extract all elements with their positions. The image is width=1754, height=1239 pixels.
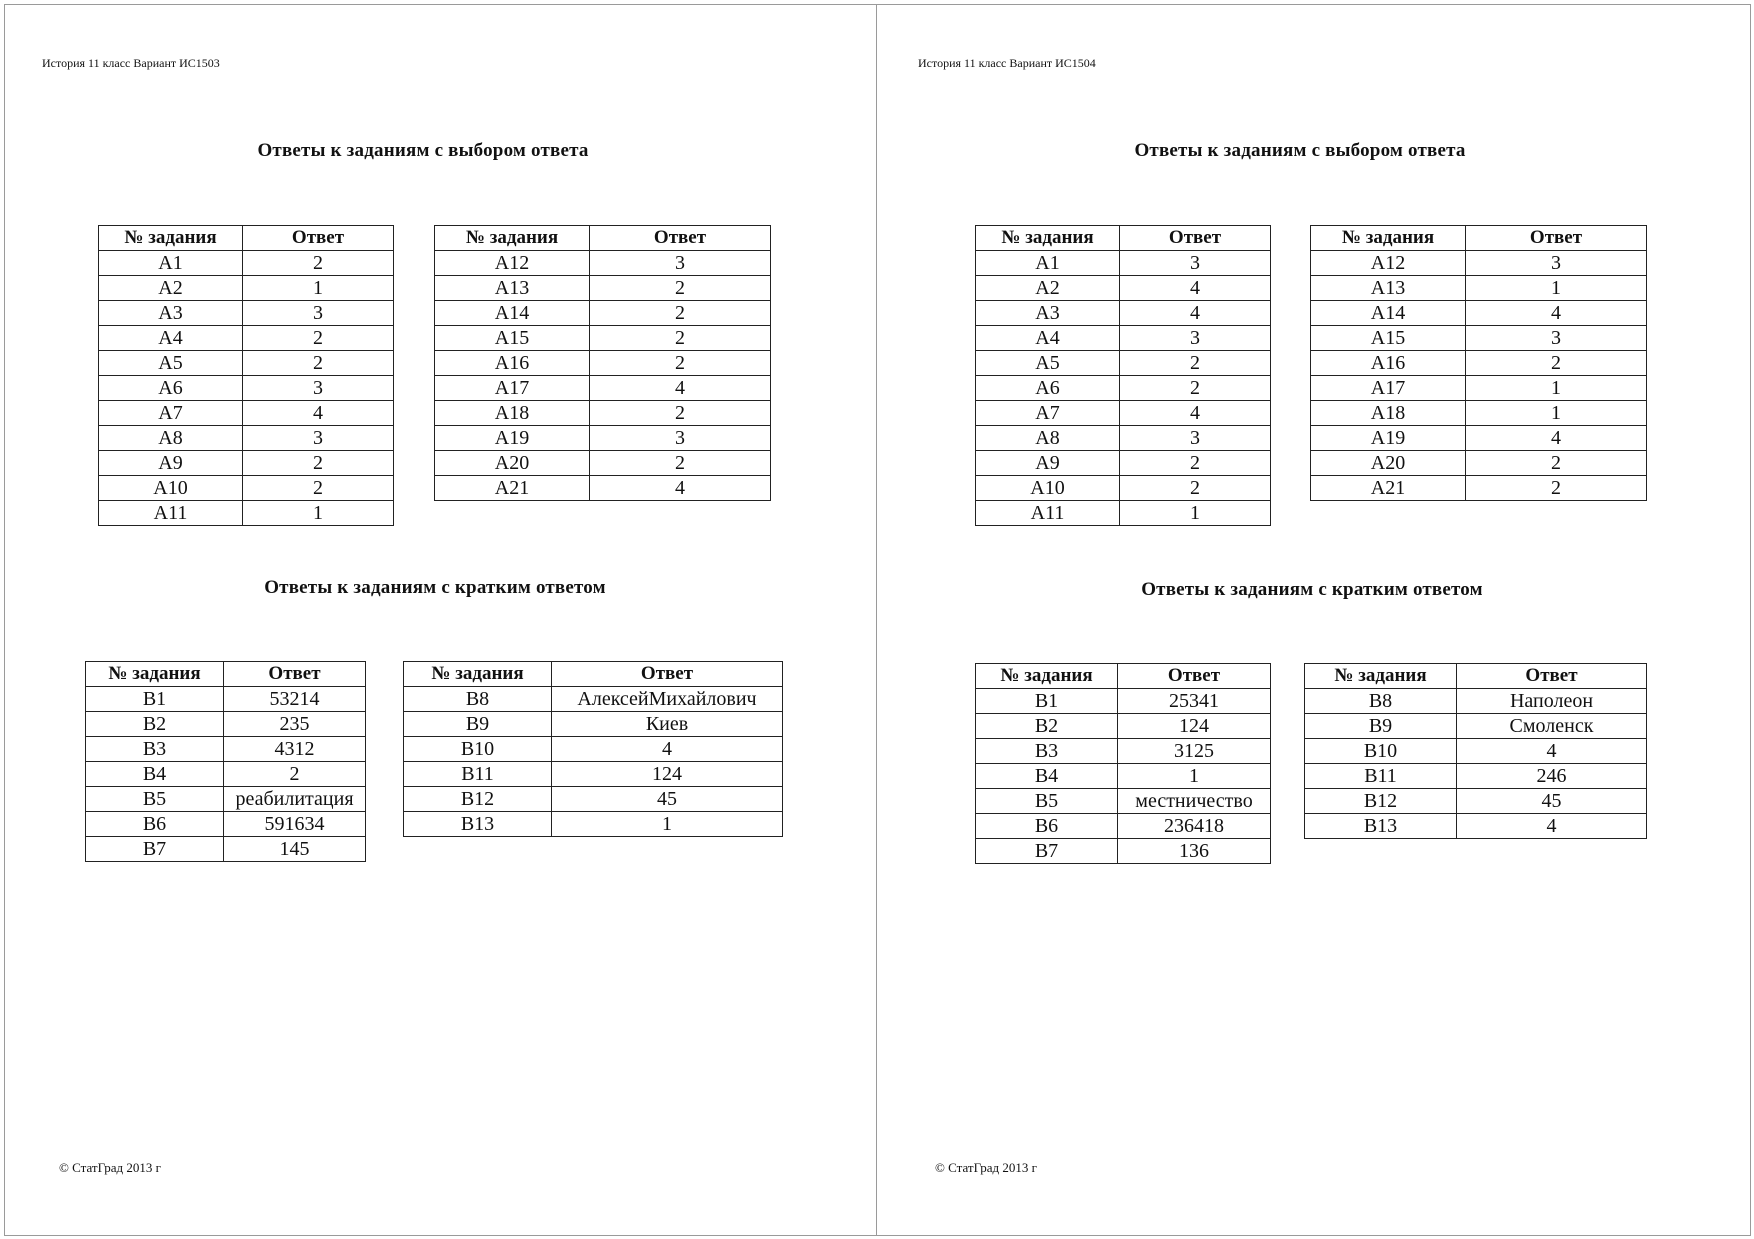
answer-cell: 4 [1466,301,1647,326]
answer-cell: 2 [590,451,771,476]
answer-cell: 1 [1118,764,1271,789]
task-number-cell: А1 [99,251,243,276]
table-row [1305,714,1647,739]
answer-cell: 2 [1466,351,1647,376]
answer-cell: 2 [1120,476,1271,501]
table-row [1305,739,1647,764]
table-row [86,787,366,812]
table-row [976,451,1271,476]
task-number-cell: А5 [976,351,1120,376]
task-number-cell: А9 [99,451,243,476]
task-number-cell: А21 [1311,476,1466,501]
answer-cell: 45 [552,787,783,812]
answer-cell: Смоленск [1457,714,1647,739]
table-row [435,376,771,401]
task-number-cell: В3 [976,739,1118,764]
task-number-cell: А4 [976,326,1120,351]
answers-table-a-left [975,225,1271,526]
task-number-cell: А11 [99,501,243,526]
table-row [1311,376,1647,401]
answer-cell: 2 [1466,451,1647,476]
column-header-answer: Ответ [1457,664,1647,689]
task-number-cell: А16 [435,351,590,376]
table-row [86,687,366,712]
answer-cell: 2 [590,351,771,376]
table-row [1305,814,1647,839]
task-number-cell: В1 [976,689,1118,714]
table-row [976,814,1271,839]
column-header-answer: Ответ [224,662,366,687]
answer-cell: 2 [224,762,366,787]
answer-cell: Наполеон [1457,689,1647,714]
task-number-cell: В9 [404,712,552,737]
table-header-row [435,226,771,251]
table-header-row [86,662,366,687]
answer-cell: местничество [1118,789,1271,814]
table-header-row [1311,226,1647,251]
table-row [99,401,394,426]
answer-cell: 2 [1120,376,1271,401]
page-footer: © СтатГрад 2013 г [59,1160,161,1175]
answer-cell: 3 [1466,326,1647,351]
answer-cell: 2 [243,476,394,501]
task-number-cell: В8 [404,687,552,712]
table-row [976,476,1271,501]
table-row [1311,301,1647,326]
table-row [435,351,771,376]
answer-cell: 1 [243,276,394,301]
task-number-cell: В1 [86,687,224,712]
task-number-cell: В5 [976,789,1118,814]
table-row [435,276,771,301]
task-number-cell: В4 [976,764,1118,789]
table-row [976,789,1271,814]
table-row [1305,789,1647,814]
answer-cell: 2 [590,401,771,426]
answer-cell: 2 [243,451,394,476]
table-row [99,326,394,351]
table-row [1311,276,1647,301]
table-row [976,739,1271,764]
table-row [435,451,771,476]
task-number-cell: А16 [1311,351,1466,376]
answer-cell: Киев [552,712,783,737]
task-number-cell: А18 [435,401,590,426]
answer-cell: 45 [1457,789,1647,814]
answer-cell: 3 [1120,426,1271,451]
task-number-cell: В2 [86,712,224,737]
section-title-choice: Ответы к заданиям с выбором ответа [1134,140,1466,161]
answer-cell: 3125 [1118,739,1271,764]
task-number-cell: А1 [976,251,1120,276]
answer-cell: АлексейМихайлович [552,687,783,712]
task-number-cell: В2 [976,714,1118,739]
table-row [976,689,1271,714]
answers-table-a-right [1310,225,1647,501]
task-number-cell: А20 [1311,451,1466,476]
task-number-cell: А9 [976,451,1120,476]
answer-cell: 2 [243,326,394,351]
column-header-answer: Ответ [590,226,771,251]
task-number-cell: А18 [1311,401,1466,426]
answer-cell: 3 [590,426,771,451]
answer-cell: 4 [1466,426,1647,451]
table-row [976,839,1271,864]
task-number-cell: А15 [435,326,590,351]
task-number-cell: А21 [435,476,590,501]
answer-cell: 3 [1120,251,1271,276]
answer-cell: 235 [224,712,366,737]
answer-cell: 1 [1466,376,1647,401]
table-row [976,714,1271,739]
task-number-cell: А12 [435,251,590,276]
task-number-cell: А3 [976,301,1120,326]
table-row [435,401,771,426]
column-header-task: № задания [86,662,224,687]
answer-cell: 4 [1120,276,1271,301]
answer-cell: 3 [243,426,394,451]
answer-cell: 1 [1466,401,1647,426]
table-row [1305,764,1647,789]
task-number-cell: А14 [1311,301,1466,326]
answer-cell: 3 [590,251,771,276]
answer-cell: 3 [1120,326,1271,351]
table-row [99,476,394,501]
table-row [1311,426,1647,451]
task-number-cell: В10 [1305,739,1457,764]
table-row [86,837,366,862]
answers-table-b-left [975,663,1271,864]
task-number-cell: А10 [976,476,1120,501]
answer-cell: 136 [1118,839,1271,864]
answer-cell: 2 [1120,351,1271,376]
column-header-task: № задания [1311,226,1466,251]
column-header-answer: Ответ [1466,226,1647,251]
table-row [435,326,771,351]
answer-cell: 2 [590,301,771,326]
table-row [435,301,771,326]
task-number-cell: А13 [435,276,590,301]
answers-table-a-right [434,225,771,501]
section-title-short: Ответы к заданиям с кратким ответом [264,577,606,598]
table-row [1311,351,1647,376]
page-header: История 11 класс Вариант ИС1503 [42,56,220,70]
task-number-cell: А11 [976,501,1120,526]
column-header-answer: Ответ [1118,664,1271,689]
table-row [86,762,366,787]
table-header-row [404,662,783,687]
column-header-answer: Ответ [243,226,394,251]
task-number-cell: В7 [86,837,224,862]
answer-cell: 4 [590,376,771,401]
answer-cell: 4 [590,476,771,501]
task-number-cell: А8 [976,426,1120,451]
table-row [976,764,1271,789]
task-number-cell: А4 [99,326,243,351]
table-row [99,501,394,526]
table-header-row [976,226,1271,251]
task-number-cell: А13 [1311,276,1466,301]
task-number-cell: В11 [1305,764,1457,789]
answer-cell: реабилитация [224,787,366,812]
page-header: История 11 класс Вариант ИС1504 [918,56,1096,70]
table-row [1311,326,1647,351]
task-number-cell: В6 [976,814,1118,839]
answer-cell: 2 [590,326,771,351]
page-right [876,0,1752,1239]
answer-cell: 1 [243,501,394,526]
column-header-task: № задания [976,226,1120,251]
answer-cell: 3 [1466,251,1647,276]
column-header-task: № задания [435,226,590,251]
table-row [404,762,783,787]
answer-cell: 4 [243,401,394,426]
table-row [1311,451,1647,476]
task-number-cell: В11 [404,762,552,787]
task-number-cell: В5 [86,787,224,812]
table-row [404,812,783,837]
answer-cell: 124 [1118,714,1271,739]
column-header-answer: Ответ [1120,226,1271,251]
answer-cell: 4 [1457,739,1647,764]
answer-cell: 4 [1120,301,1271,326]
task-number-cell: А6 [976,376,1120,401]
table-header-row [976,664,1271,689]
table-row [1311,251,1647,276]
task-number-cell: А7 [99,401,243,426]
task-number-cell: А5 [99,351,243,376]
table-row [404,687,783,712]
table-row [976,301,1271,326]
table-row [1305,689,1647,714]
task-number-cell: А19 [435,426,590,451]
table-row [976,501,1271,526]
page-left [0,0,876,1239]
answer-cell: 1 [552,812,783,837]
table-row [435,251,771,276]
task-number-cell: А2 [99,276,243,301]
answer-cell: 4 [552,737,783,762]
table-row [99,276,394,301]
task-number-cell: А17 [1311,376,1466,401]
answer-cell: 2 [243,351,394,376]
page-footer: © СтатГрад 2013 г [935,1160,1037,1175]
answer-cell: 236418 [1118,814,1271,839]
answer-cell: 2 [243,251,394,276]
column-header-task: № задания [99,226,243,251]
answers-table-b-right [403,661,783,837]
table-row [99,301,394,326]
task-number-cell: А14 [435,301,590,326]
task-number-cell: В13 [1305,814,1457,839]
answer-cell: 3 [243,376,394,401]
task-number-cell: А3 [99,301,243,326]
table-row [976,376,1271,401]
answer-cell: 1 [1466,276,1647,301]
task-number-cell: В12 [1305,789,1457,814]
table-row [435,426,771,451]
task-number-cell: А15 [1311,326,1466,351]
task-number-cell: В10 [404,737,552,762]
table-header-row [1305,664,1647,689]
column-header-task: № задания [404,662,552,687]
task-number-cell: В13 [404,812,552,837]
task-number-cell: В4 [86,762,224,787]
column-header-answer: Ответ [552,662,783,687]
table-row [99,451,394,476]
answer-cell: 2 [1120,451,1271,476]
column-header-task: № задания [976,664,1118,689]
answer-cell: 4 [1120,401,1271,426]
table-row [976,426,1271,451]
answer-cell: 4312 [224,737,366,762]
table-row [404,787,783,812]
table-row [86,737,366,762]
task-number-cell: А7 [976,401,1120,426]
section-title-choice: Ответы к заданиям с выбором ответа [257,140,589,161]
answer-cell: 246 [1457,764,1647,789]
table-row [976,276,1271,301]
section-title-short: Ответы к заданиям с кратким ответом [1141,579,1483,600]
task-number-cell: А17 [435,376,590,401]
column-header-task: № задания [1305,664,1457,689]
task-number-cell: В12 [404,787,552,812]
task-number-cell: В8 [1305,689,1457,714]
answers-table-b-right [1304,663,1647,839]
table-row [99,376,394,401]
answers-table-b-left [85,661,366,862]
table-row [976,326,1271,351]
table-row [86,812,366,837]
table-row [976,251,1271,276]
answers-table-a-left [98,225,394,526]
table-header-row [99,226,394,251]
answer-cell: 3 [243,301,394,326]
task-number-cell: А8 [99,426,243,451]
table-row [404,712,783,737]
answer-cell: 53214 [224,687,366,712]
answer-cell: 2 [590,276,771,301]
table-row [435,476,771,501]
task-number-cell: В3 [86,737,224,762]
table-row [976,401,1271,426]
table-row [99,351,394,376]
answer-cell: 145 [224,837,366,862]
answer-cell: 4 [1457,814,1647,839]
answer-cell: 124 [552,762,783,787]
table-row [99,426,394,451]
task-number-cell: А2 [976,276,1120,301]
task-number-cell: В7 [976,839,1118,864]
task-number-cell: А20 [435,451,590,476]
answer-cell: 2 [1466,476,1647,501]
table-row [404,737,783,762]
table-row [1311,476,1647,501]
table-row [86,712,366,737]
task-number-cell: В9 [1305,714,1457,739]
task-number-cell: А12 [1311,251,1466,276]
answer-cell: 1 [1120,501,1271,526]
table-row [976,351,1271,376]
table-row [1311,401,1647,426]
answer-cell: 591634 [224,812,366,837]
task-number-cell: А10 [99,476,243,501]
task-number-cell: А19 [1311,426,1466,451]
answer-cell: 25341 [1118,689,1271,714]
task-number-cell: В6 [86,812,224,837]
table-row [99,251,394,276]
task-number-cell: А6 [99,376,243,401]
